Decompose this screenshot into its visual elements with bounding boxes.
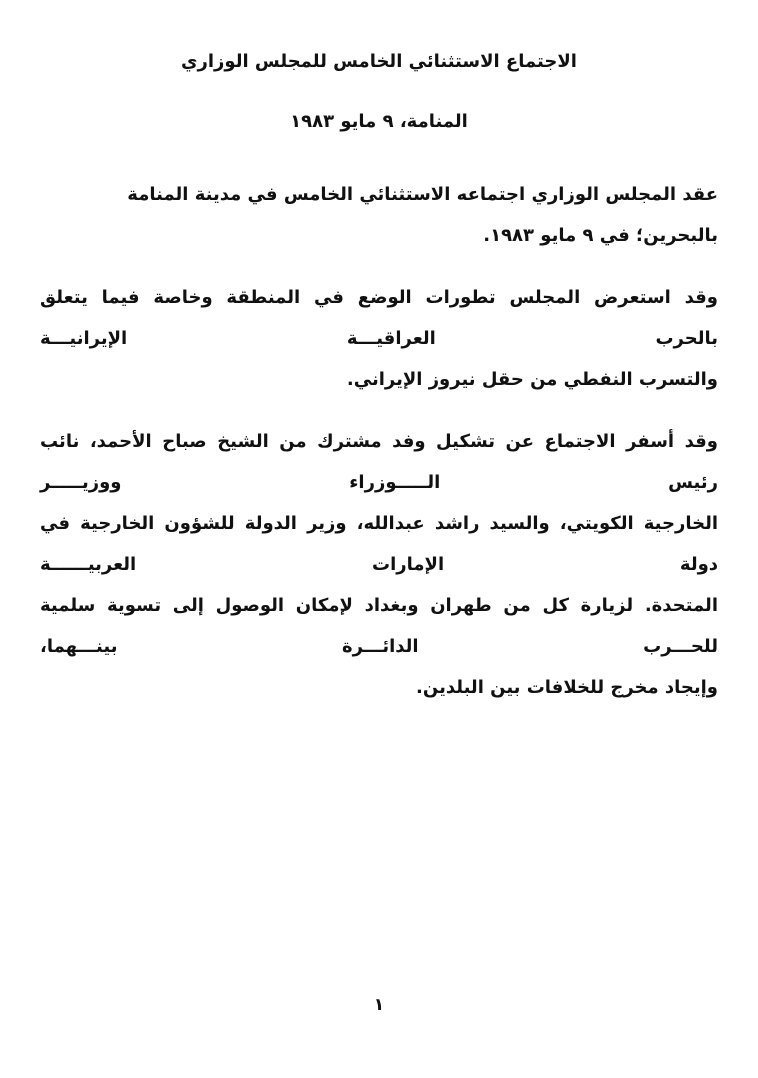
page-number: ١	[373, 995, 385, 1015]
paragraph-line: الخارجية الكويتي، والسيد راشد عبدالله، وزير الدولة للشؤون الخارجية في دولة الإمارات العربيــــــة	[40, 513, 718, 575]
paragraph-line: عقد المجلس الوزاري اجتماعه الاستثنائي الخامس في مدينة المنامة بالبحرين؛ في ٩ مايو ١٩٨٣.	[127, 184, 718, 246]
page-subtitle: المنامة، ٩ مايو ١٩٨٣	[290, 111, 468, 132]
page-title: الاجتماع الاستثنائي الخامس للمجلس الوزاري	[181, 51, 577, 72]
paragraph-line: وقد استعرض المجلس تطورات الوضع في المنطقة وخاصة فيما يتعلق بالحرب العراقيـــة الإيرانيـــة	[40, 287, 718, 349]
paragraph-situation-review	[40, 277, 718, 400]
paragraph-line: المتحدة. لزيارة كل من طهران وبغداد لإمكان الوصول إلى تسوية سلمية للحـــرب الدائـــرة بينـــهما،	[40, 595, 718, 657]
paragraph-line: وإيجاد مخرج للخلافات بين البلدين.	[416, 677, 718, 698]
paragraph-meeting-held	[40, 174, 718, 256]
paragraph-joint-delegation	[40, 421, 718, 708]
paragraph-line: والتسرب النفطي من حقل نيروز الإيراني.	[346, 369, 718, 390]
paragraph-line: وقد أسفر الاجتماع عن تشكيل وفد مشترك من الشيخ صباح الأحمد، نائب رئيس الـــــوزراء ووزيـــــر	[40, 431, 718, 493]
document-body	[40, 174, 718, 729]
